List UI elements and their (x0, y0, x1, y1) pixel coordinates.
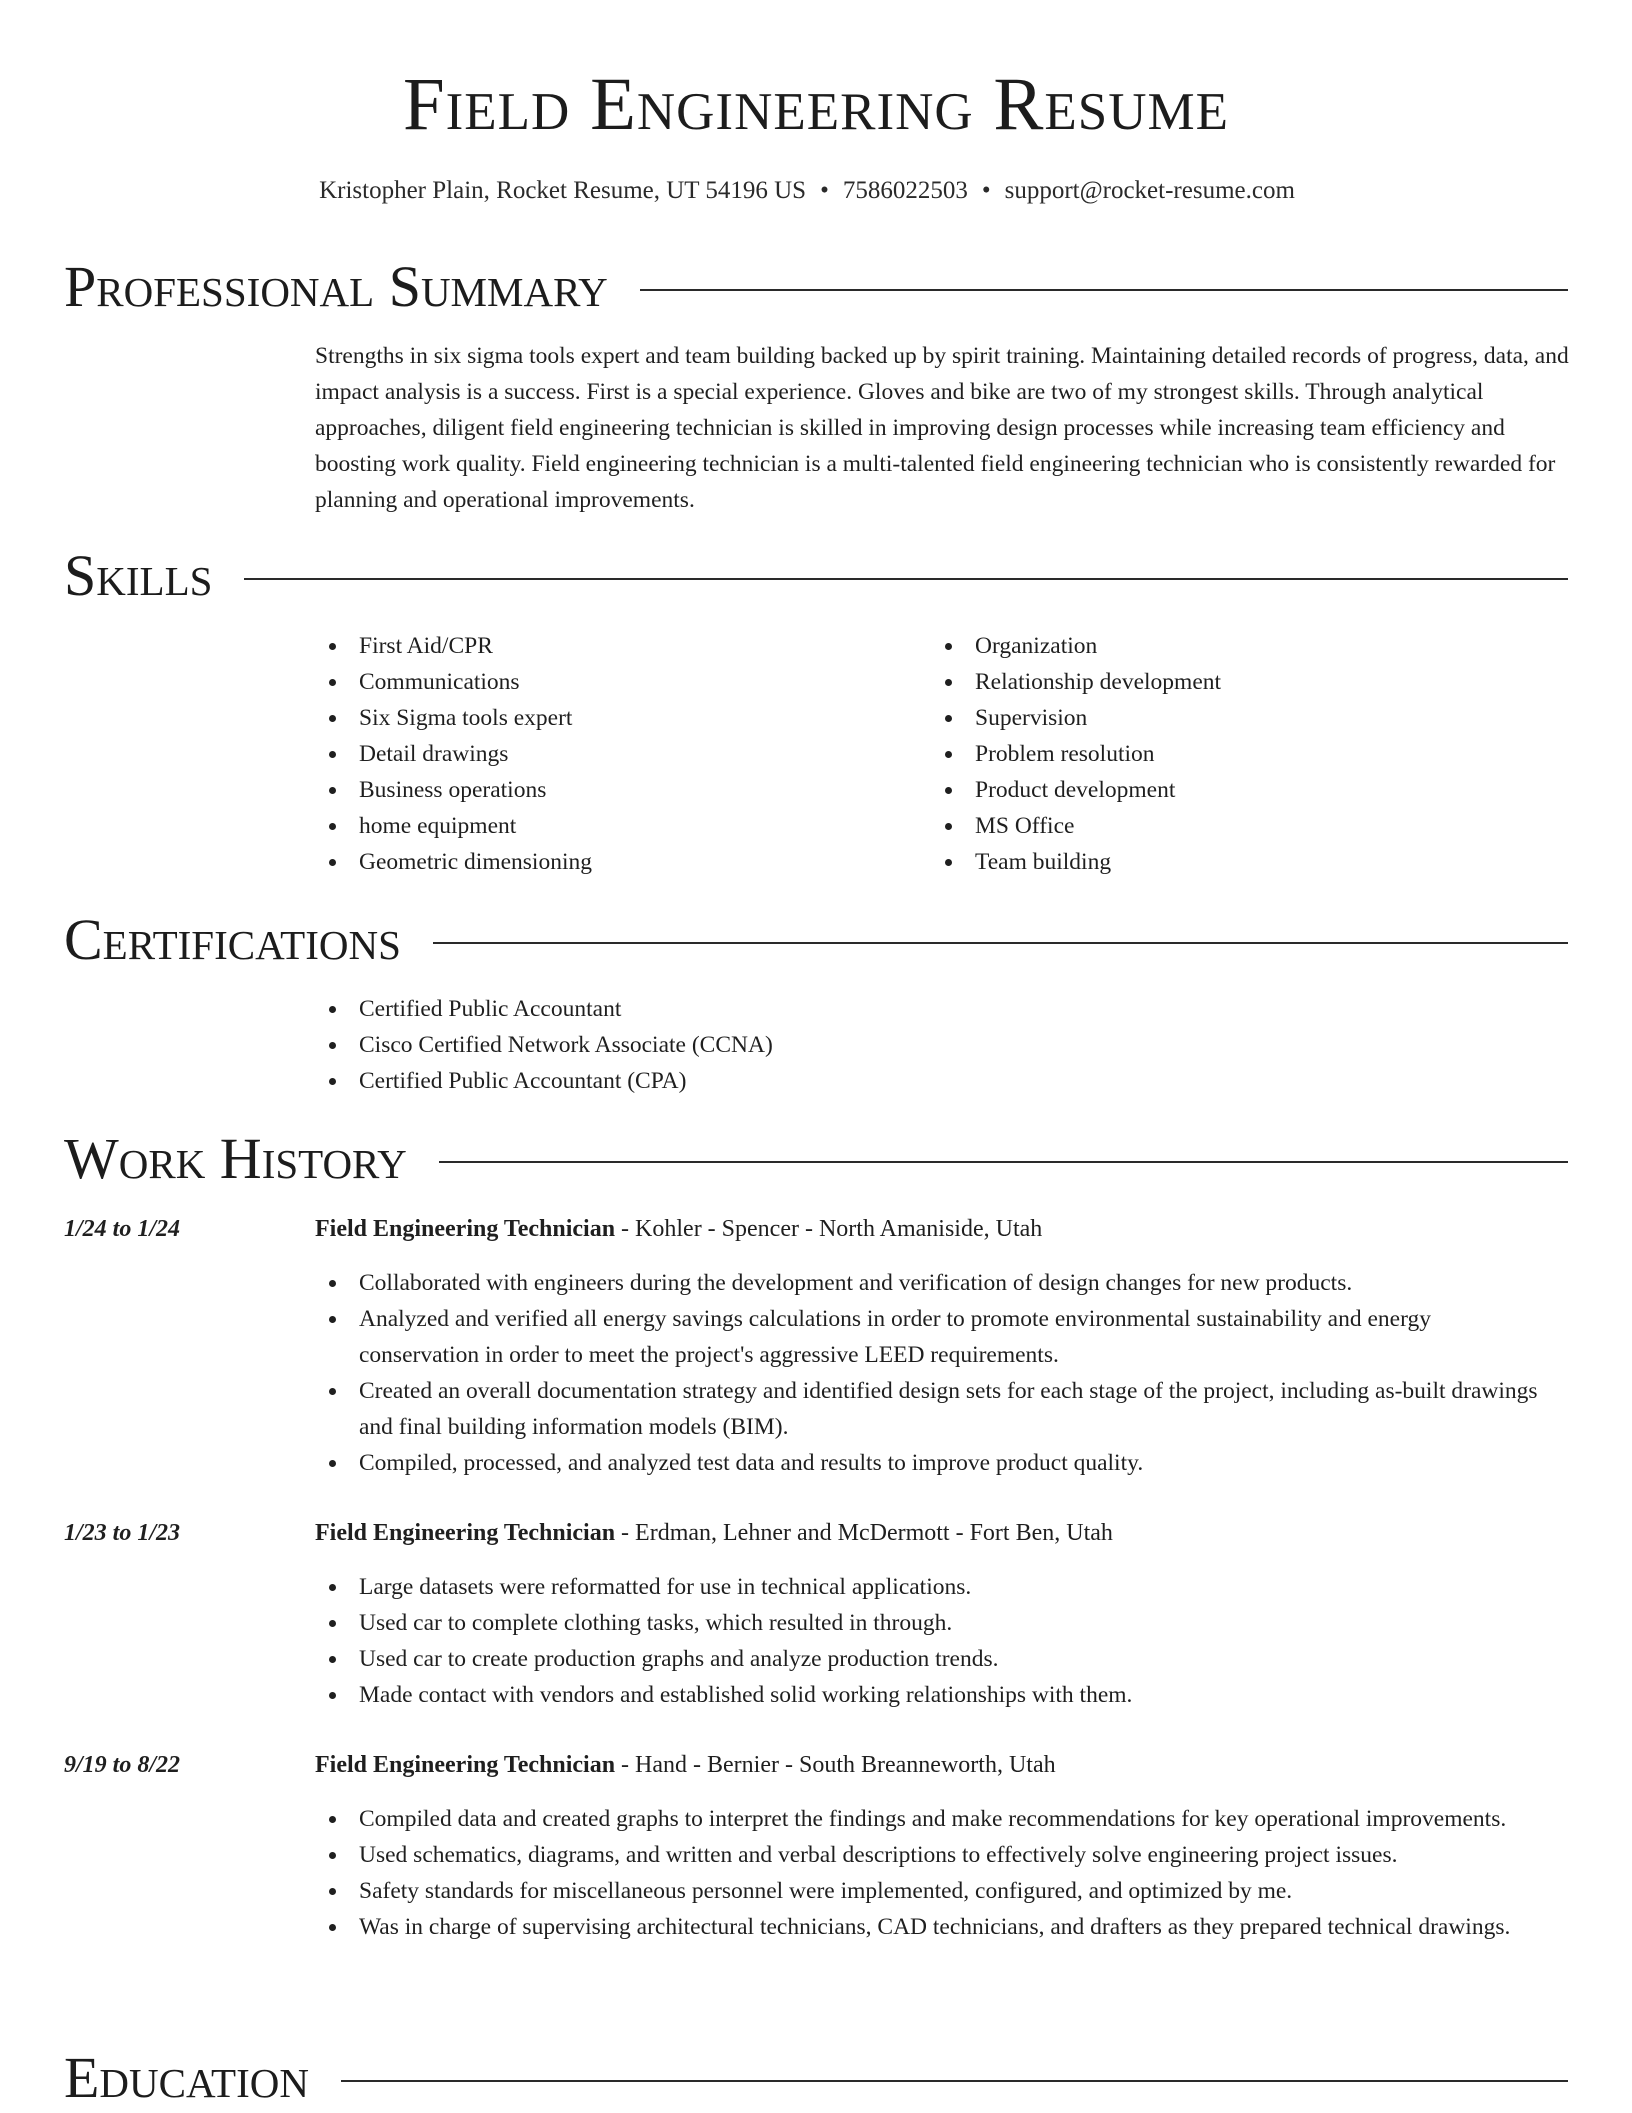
job-dates: 9/19 to 8/22 (64, 1752, 181, 1778)
education-heading: Education (64, 2045, 309, 2110)
contact-line (0, 176, 1614, 206)
skill-item: Supervision (931, 700, 1531, 736)
skills-list-left (315, 628, 915, 880)
section-divider (640, 289, 1568, 291)
skill-item: Detail drawings (315, 736, 915, 772)
summary-section-header (64, 252, 1568, 322)
contact-email: support@rocket-resume.com (1004, 177, 1295, 204)
certification-item: Cisco Certified Network Associate (CCNA) (315, 1027, 1515, 1063)
job-title-line (315, 1515, 1113, 1551)
certifications-list (315, 991, 1515, 1099)
job-title: Field Engineering Technician (315, 1520, 616, 1546)
job-bullets (315, 1569, 1555, 1713)
job-title-line (315, 1211, 1042, 1247)
job-details: - Erdman, Lehner and McDermott - Fort Ben, Utah (615, 1520, 1113, 1546)
skill-item: Team building (931, 844, 1531, 880)
job-bullet: Safety standards for miscellaneous personnel were implemented, configured, and optimized by me. (315, 1873, 1555, 1909)
certification-item: Certified Public Accountant (CPA) (315, 1063, 1515, 1099)
job-dates: 1/24 to 1/24 (64, 1216, 181, 1242)
job-bullet: Used car to create production graphs and analyze production trends. (315, 1641, 1555, 1677)
job-bullets (315, 1801, 1555, 1945)
work-history-heading: Work History (64, 1126, 407, 1191)
job-details: - Hand - Bernier - South Breanneworth, Utah (615, 1752, 1056, 1778)
skill-item: Six Sigma tools expert (315, 700, 915, 736)
job-bullet: Compiled data and created graphs to interpret the findings and make recommendations for key operational improvements. (315, 1801, 1555, 1837)
certifications-section-header (64, 905, 1568, 975)
skill-item: First Aid/CPR (315, 628, 915, 664)
summary-heading: Professional Summary (64, 254, 608, 319)
job-title-line (315, 1747, 1056, 1783)
contact-address: Kristopher Plain, Rocket Resume, UT 54196 US (319, 177, 807, 204)
job-bullets (315, 1265, 1555, 1481)
job-bullet: Made contact with vendors and established solid working relationships with them. (315, 1677, 1555, 1713)
skills-list-right (931, 628, 1531, 880)
contact-separator: • (820, 177, 829, 204)
skill-item: Communications (315, 664, 915, 700)
skill-item: Product development (931, 772, 1531, 808)
job-title: Field Engineering Technician (315, 1216, 616, 1242)
job-bullet: Used schematics, diagrams, and written and verbal descriptions to effectively solve engineering project issues. (315, 1837, 1555, 1873)
job-dates: 1/23 to 1/23 (64, 1520, 181, 1546)
job-bullet: Created an overall documentation strategy and identified design sets for each stage of the project, including as-built drawings and final building information models (BIM). (315, 1373, 1555, 1445)
skill-item: home equipment (315, 808, 915, 844)
section-divider (244, 578, 1568, 580)
skill-item: Problem resolution (931, 736, 1531, 772)
skill-item: Business operations (315, 772, 915, 808)
skill-item: MS Office (931, 808, 1531, 844)
skill-item: Relationship development (931, 664, 1531, 700)
section-divider (439, 1161, 1568, 1163)
section-divider (341, 2080, 1568, 2082)
job-details: - Kohler - Spencer - North Amaniside, Utah (615, 1216, 1043, 1242)
skills-heading: Skills (64, 543, 213, 608)
certification-item: Certified Public Accountant (315, 991, 1515, 1027)
contact-phone: 7586022503 (842, 177, 968, 204)
skill-item: Organization (931, 628, 1531, 664)
resume-title: Field Engineering Resume (402, 63, 1230, 146)
job-bullet: Collaborated with engineers during the development and verification of design changes for new products. (315, 1265, 1555, 1301)
job-bullet: Compiled, processed, and analyzed test data and results to improve product quality. (315, 1445, 1555, 1481)
skill-item: Geometric dimensioning (315, 844, 915, 880)
section-divider (433, 942, 1568, 944)
job-bullet: Was in charge of supervising architectural technicians, CAD technicians, and drafters as they prepared technical drawings. (315, 1909, 1555, 1945)
contact-separator: • (981, 177, 991, 204)
education-section-header (64, 2043, 1568, 2113)
skills-section-header (64, 541, 1568, 611)
job-title: Field Engineering Technician (315, 1752, 616, 1778)
job-bullet: Large datasets were reformatted for use in technical applications. (315, 1569, 1555, 1605)
job-bullet: Analyzed and verified all energy savings calculations in order to promote environmental sustainability and energy conservation in order to meet the project's aggressive LEED requirements. (315, 1301, 1555, 1373)
work-history-section-header (64, 1124, 1568, 1194)
certifications-heading: Certifications (64, 907, 401, 972)
summary-text: Strengths in six sigma tools expert and team building backed up by spirit training. Maintaining detailed records of progress, data, and impact analysis is a success. First is a special experience. Gloves and bike are two of my strongest skills. Through analytical approaches, diligent field engineering technician is skilled in improving design processes while increasing team efficiency and boosting work quality. Field engineering technician is a multi-talented field engineering technician who is consistently rewarded for planning and operational improvements. (315, 343, 1569, 513)
job-bullet: Used car to complete clothing tasks, which resulted in through. (315, 1605, 1555, 1641)
